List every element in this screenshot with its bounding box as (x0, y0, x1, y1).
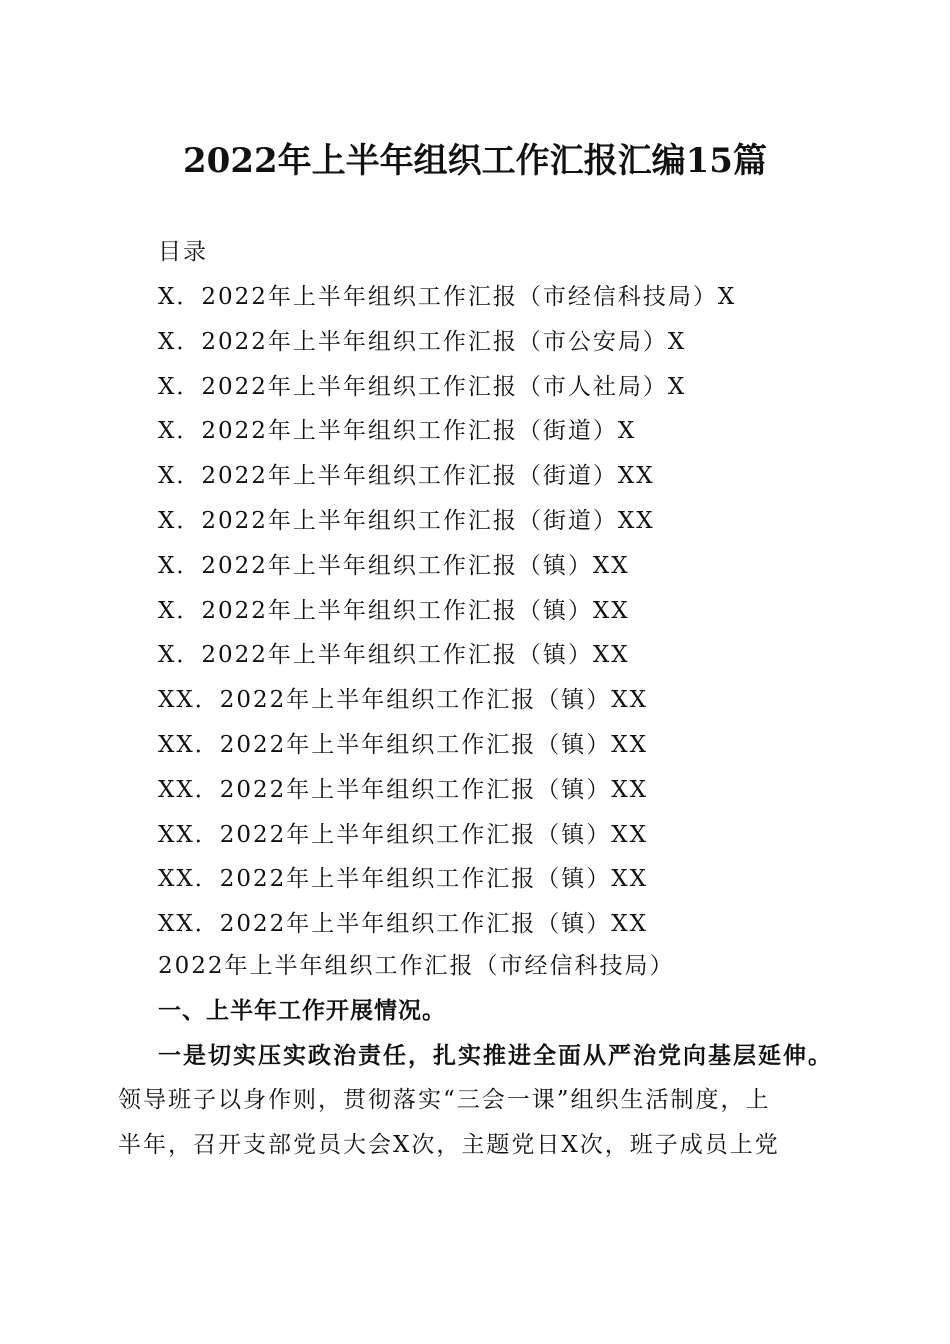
toc-item: X．2022年上半年组织工作汇报（市人社局）X (158, 373, 687, 400)
toc-item: XX．2022年上半年组织工作汇报（镇）XX (158, 866, 649, 893)
paragraph-line: 半年，召开支部党员大会X次，主题党日X次，班子成员上党 (118, 1132, 780, 1159)
toc-item: XX．2022年上半年组织工作汇报（镇）XX (158, 687, 649, 714)
toc-item: X．2022年上半年组织工作汇报（街道）X (158, 418, 637, 445)
paragraph-line: 领导班子以身作则，贯彻落实“三会一课”组织生活制度，上 (118, 1087, 771, 1114)
paragraph-line: 一是切实压实政治责任，扎实推进全面从严治党向基层延伸。 (158, 1041, 833, 1069)
toc-item: X．2022年上半年组织工作汇报（街道）XX (158, 507, 655, 534)
toc-item: XX．2022年上半年组织工作汇报（镇）XX (158, 776, 649, 803)
article-body (118, 950, 838, 1174)
article-title: 2022年上半年组织工作汇报（市经信科技局） (158, 953, 675, 979)
toc-item: X．2022年上半年组织工作汇报（市经信科技局）X (158, 284, 737, 310)
toc-heading: 目录 (158, 239, 208, 265)
toc-item: XX．2022年上半年组织工作汇报（镇）XX (158, 821, 649, 848)
toc-item: X．2022年上半年组织工作汇报（镇）XX (158, 642, 630, 669)
toc-item: XX．2022年上半年组织工作汇报（镇）XX (158, 731, 649, 758)
document-title: 2022年上半年组织工作汇报汇编15篇 (183, 141, 767, 181)
toc-item: X．2022年上半年组织工作汇报（街道）XX (158, 463, 655, 490)
section-heading: 一、上半年工作开展情况。 (158, 997, 446, 1024)
toc-item: X．2022年上半年组织工作汇报（市公安局）X (158, 328, 687, 355)
toc-item: X．2022年上半年组织工作汇报（镇）XX (158, 552, 630, 579)
toc-item: X．2022年上半年组织工作汇报（镇）XX (158, 597, 630, 624)
toc-item: XX．2022年上半年组织工作汇报（镇）XX (158, 911, 649, 938)
table-of-contents (158, 281, 736, 953)
